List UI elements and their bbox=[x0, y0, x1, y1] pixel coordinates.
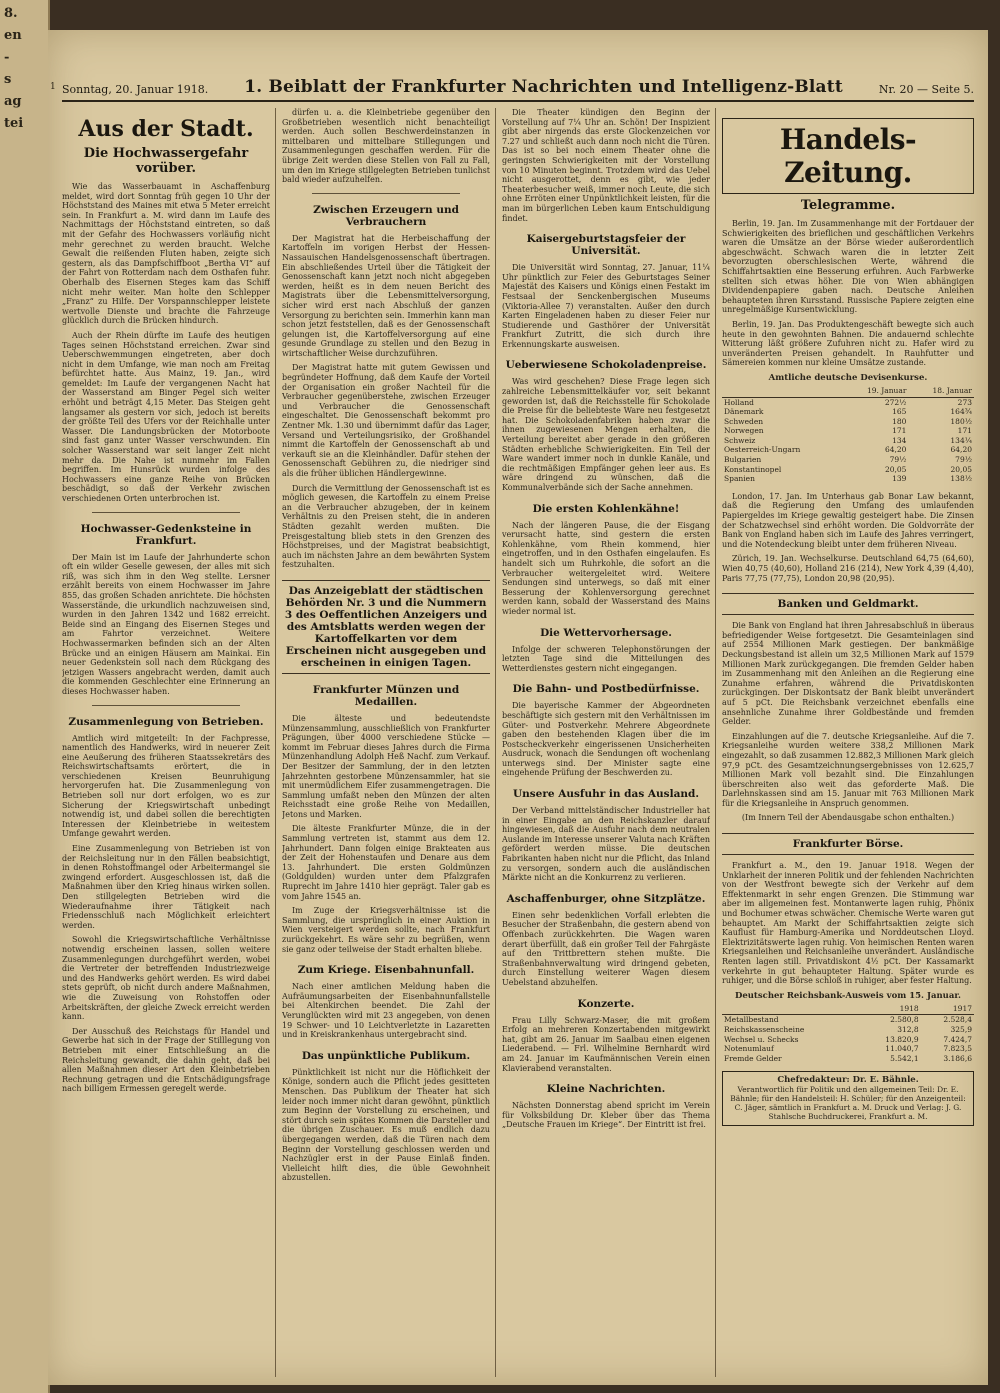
table-cell: 180 bbox=[892, 416, 907, 426]
edge-fragment: 8. bbox=[4, 6, 18, 21]
exchange-rate-table bbox=[722, 385, 974, 484]
table-cell: 2.580,8 bbox=[890, 1015, 919, 1025]
notice-box: Das Anzeigeblatt der städtischen Behörden Nr. 3 und die Nummern 3 des Oeffentlichen Anzeigers und des Amtsblatts werden wegen der Kartoffelkarten vor dem Erscheinen nicht ausgegeben und erscheinen in einigen Tagen. bbox=[282, 580, 490, 674]
table-cell: Schweden bbox=[724, 416, 764, 426]
table-row bbox=[722, 455, 974, 465]
table-row bbox=[722, 426, 974, 436]
paragraph: dürfen u. a. die Kleinbetriebe gegenüber den Großbetrieben wesentlich nicht benachteiligt werden. Auch sollen Beschwerdeinstanzen in mittelbaren und mittelbare Stillegungen und Zusammenlegungen geschaffen werden. Für die übrige Zeit werden diese Stellen von Fall zu Fall, um den im Kriege stillgelegten Betrieben tunlichst bald wieder aufzuhelfen. bbox=[282, 108, 490, 185]
table-cell: 134¼ bbox=[950, 435, 972, 445]
paragraph: Berlin, 19. Jan. Das Produktengeschäft bewegte sich auch heute in den gewohnten Bahnen. Die andauernd schlechte Witterung läßt größere Zufuhren nicht zu. Hafer wird zu unveränderten Preisen gehandelt. In Rauhfutter und Sämereien kommen nur kleine Umsätze zustande. bbox=[722, 319, 974, 368]
section-title: Handels-Zeitung. bbox=[722, 118, 974, 194]
paragraph: Zürich, 19. Jan. Wechselkurse. Deutschland 64,75 (64,60), Wien 40,75 (40,60), Holland 216 (214), New York 4,39 (4,40), Paris 77,75 (77,75), London 20,98 (20,95). bbox=[722, 554, 974, 583]
divider bbox=[312, 193, 460, 194]
article-headline: Die ersten Kohlenkähne! bbox=[532, 502, 680, 515]
subsection-title: Telegramme. bbox=[800, 198, 896, 213]
previous-page-edge bbox=[0, 0, 50, 1393]
edge-fragment: ag bbox=[4, 94, 22, 109]
table-cell: 165 bbox=[892, 407, 907, 417]
paragraph: Nächsten Donnerstag abend spricht im Verein für Volksbildung Dr. Kleber über das Thema „Deutsche Frauen im Kriege“. Der Eintritt ist frei. bbox=[502, 1101, 710, 1130]
table-cell: Oesterreich-Ungarn bbox=[724, 445, 801, 455]
article-headline: Die Bahn- und Postbedürfnisse. bbox=[512, 683, 700, 696]
table-cell: Fremde Gelder bbox=[724, 1053, 782, 1063]
masthead bbox=[62, 74, 974, 102]
paragraph: Nach einer amtlichen Meldung haben die Aufräumungsarbeiten der Eisenbahnunfallstelle bei Altenkirchen beendet. Die Zahl der Verunglückten wird mit 23 angegeben, von denen 19 Schwer- und 10 Leichtverletzte in Lazaretten und in Kreiskrankenhaus untergebracht sind. bbox=[282, 982, 490, 1040]
article-headline: Kleine Nachrichten. bbox=[546, 1083, 666, 1096]
table-cell: 7.424,7 bbox=[943, 1034, 972, 1044]
table-cell: 171 bbox=[892, 426, 907, 436]
table-row bbox=[722, 417, 974, 427]
table-row bbox=[722, 1054, 974, 1064]
table-cell: 3.186,6 bbox=[943, 1053, 972, 1063]
paragraph: Sowohl die Kriegswirtschaftliche Verhältnisse notwendig erscheinen lassen, sollen weitere Zusammenlegungen durchgeführt werden, wobei die Vertreter der betreffenden Industriezweige und des Handwerks gehört werden. Es wird dabei stets geprüft, ob nicht durch andere Maßnahmen, wie die Zuweisung von Rohstoffen oder Arbeitskräften, der gleiche Zweck erreicht werden kann. bbox=[62, 935, 270, 1022]
table-cell: 272½ bbox=[884, 397, 907, 407]
paragraph: Berlin, 19. Jan. Im Zusammenhange mit der Fortdauer der Schwierigkeiten des brieflichen und geschäftlichen Verkehrs waren die Umsätze an der Börse wieder außerordentlich abgeschwächt. Schwach waren die in letzter Zeit bevorzugten oberschlesischen Werte, während die Schiffahrtsaktien eine Besserung erfuhren. Auch Farbwerke stellten sich etwas höher. Die von Wien abhängigen Dividendenpapiere gaben nach. Deutsche Anleihen behaupteten ihren Kursstand. Russische Papiere zeigten eine unregelmäßige Kursentwicklung. bbox=[722, 219, 974, 315]
table-cell: 7.823,5 bbox=[943, 1044, 972, 1054]
imprint-text: Verantwortlich für Politik und den allgemeinen Teil: Dr. E. Bähnle; für den Handelsteil: H. Schüler; für den Anzeigenteil: C. Jäger, sämtlich in Frankfurt a. M. Druck und Verlag: J. G. Stahlsche Buchdruckerei, Frankfurt a. M. bbox=[730, 1085, 966, 1122]
column-3 bbox=[502, 108, 710, 1377]
table-row bbox=[722, 407, 974, 417]
issue-date: Sonntag, 20. Januar 1918. bbox=[62, 83, 209, 96]
table-header: 19. Januar bbox=[843, 385, 909, 397]
table-header: 18. Januar bbox=[908, 385, 974, 397]
table-header bbox=[722, 385, 843, 397]
paragraph: Die älteste und bedeutendste Münzensammlung, ausschließlich von Frankfurter Prägungen, über 4000 verschiedene Stücke — kommt im Februar dieses Jahres durch die Firma Münzenhandlung Adolph Heß Nachf. zum Verkauf. Der Besitzer der Sammlung, der in den letzten Jahrzehnten gestorbene Münzensammler, hat sie mit unermüdlichem Eifer zusammengetragen. Die Sammlung umfaßt neben den Münzen der alten Reichsstadt eine große Reihe von Medaillen, Jetons und Marken. bbox=[282, 713, 490, 819]
column-rule bbox=[275, 108, 276, 1377]
paragraph: Einzahlungen auf die 7. deutsche Kriegsanleihe. Auf die 7. Kriegsanleihe wurden weitere 338,2 Millionen Mark eingezahlt, so daß zusammen 12.882,3 Millionen Mark gleich 97,9 pCt. des Gesamtzeichnungsergebnisses von 12.625,7 Millionen Mark voll bezahlt sind. Die Einzahlungen überschreiten also weit das geforderte Maß. Die Darlehnskassen sind am 15. Januar mit 763 Millionen Mark für die Kriegsanleihe in Anspruch genommen. bbox=[722, 731, 974, 808]
divider bbox=[92, 512, 240, 513]
page-number: Nr. 20 — Seite 5. bbox=[878, 83, 974, 96]
paragraph: Eine Zusammenlegung von Betrieben ist von der Reichsleitung nur in den Fällen beabsichtigt, in denen Rohstoffmangel oder Arbeitermangel sie zwingend erfordert. Ausgeschlossen ist, daß die Maßnahmen über den Krieg hinaus wirken sollen. Den stillgelegten Betrieben wird die Wiederaufnahme ihrer Tätigkeit nach Friedensschluß nach Möglichkeit erleichtert werden. bbox=[62, 844, 270, 930]
paragraph: Der Main ist im Laufe der Jahrhunderte schon oft ein wilder Geselle gewesen, der alles mit sich riß, was sich ihm in den Weg stellte. Lersner erzählt bereits von einem Hochwasser im Jahre 855, das großen Schaden anrichtete. Die höchsten Wasserstände, die urkundlich nachzuweisen sind, wurden in den Jahren 1342 und 1682 erreicht. Beide sind an Eingang des Eisernen Steges und am Fahrtor verzeichnet. Weitere Hochwassermarken befinden sich an der Alten Brücke und an einigen Häusern am Mainkai. Ein neuer Gedenkstein soll nach dem Rückgang des jetzigen Wassers angebracht werden, damit auch die kommenden Geschlechter eine Erinnerung an dieses Hochwasser haben. bbox=[62, 552, 270, 696]
paragraph: Die Theater kündigen den Beginn der Vorstellung auf 7¼ Uhr an. Schön! Der Inspizient gibt aber nirgends das erste Glockenzeichen vor 7.27 und schließt auch dann noch nicht die Türen. Das ist so bei noch einem Theater ohne die geringsten Schwierigkeiten mit der Vorstellung von 10 Minuten beginnt. Trotzdem wird das Uebel nicht ausgerottet, denn es gibt, wie jeder Theaterbesucher weiß, immer noch Leute, die sich ohne Erröten einer Unpünktlichkeit leisten, für die man im bürgerlichen Leben kaum Entschuldigung findet. bbox=[502, 108, 710, 223]
paragraph: Der Verband mittelständischer Industrieller hat in einer Eingabe an den Reichskanzler darauf hingewiesen, daß die Ausfuhr nach dem neutralen Auslande im Interesse unserer Valuta nach Kräften gefördert werden müsse. Die deutschen Fabrikanten haben nicht nur die Pflicht, das Inland zu versorgen, sondern auch die ausländischen Märkte nicht an die Konkurrenz zu verlieren. bbox=[502, 806, 710, 883]
paragraph: Die älteste Frankfurter Münze, die in der Sammlung vertreten ist, stammt aus dem 12. Jahrhundert. Dann folgen einige Brakteaten aus der Zeit der Hohenstaufen und Denare aus dem 13. Jahrhundert. Die ersten Goldmünzen (Goldgulden) wurden unter dem Pfalzgrafen Ruprecht im Jahre 1410 hier geprägt. Taler gab es vom Jahre 1545 an. bbox=[282, 824, 490, 901]
column-rule bbox=[715, 108, 716, 1377]
paper-title: 1. Beiblatt der Frankfurter Nachrichten und Intelligenz-Blatt bbox=[244, 77, 843, 97]
article-headline: Aschaffenburger, ohne Sitzplätze. bbox=[506, 892, 706, 905]
article-headline: Ueberwiesene Schokoladenpreise. bbox=[505, 359, 707, 372]
paragraph: Durch die Vermittlung der Genossenschaft ist es möglich gewesen, die Kartoffeln zu einem Preise an die Verbraucher abzugeben, der in keinem Verhältnis zu den Preisen steht, die in anderen Städten gezahlt werden mußten. Die Preisgestaltung blieb stets in den Grenzen des Höchstpreises, und der Magistrat beabsichtigt, auch im nächsten Jahre an dem bewährten System festzuhalten. bbox=[282, 483, 490, 570]
editorial-note: (Im Innern Teil der Abendausgabe schon enthalten.) bbox=[741, 813, 955, 823]
article-headline: Die Hochwassergefahr vorüber. bbox=[83, 146, 249, 176]
article-headline: Zusammenlegung von Betrieben. bbox=[68, 715, 264, 728]
editor-in-chief: Chefredakteur: Dr. E. Bähnle. bbox=[777, 1075, 919, 1086]
table-row bbox=[722, 397, 974, 407]
table-cell: 20,05 bbox=[950, 464, 972, 474]
table-row bbox=[722, 445, 974, 455]
table-title: Deutscher Reichsbank-Ausweis vom 15. Januar. bbox=[734, 990, 962, 1001]
column-2 bbox=[282, 108, 490, 1377]
table-row bbox=[722, 474, 974, 484]
paragraph: Die bayerische Kammer der Abgeordneten beschäftigte sich gestern mit den Verhältnissen im Güter- und Postverkehr. Mehrere Abgeordnete gaben den bestehenden Klagen über die im Postscheckverkehr eingerissenen Unsicherheiten Ausdruck, wonach die Sendungen oft wochenlang unterwegs sind. Der Minister sagte eine eingehende Prüfung der Beschwerden zu. bbox=[502, 701, 710, 778]
table-cell: Wechsel u. Schecks bbox=[724, 1034, 799, 1044]
table-cell: 138½ bbox=[950, 474, 972, 484]
section-title: Aus der Stadt. bbox=[78, 116, 254, 142]
margin-mark: 1 bbox=[50, 82, 56, 92]
table-cell: 64,20 bbox=[950, 445, 972, 455]
table-row bbox=[722, 465, 974, 475]
table-cell: Spanien bbox=[724, 474, 755, 484]
edge-fragment: s bbox=[4, 72, 12, 87]
paragraph: Nach der längeren Pause, die der Eisgang verursacht hatte, sind gestern die ersten Kohlenkähne, vom Rhein kommend, hier eingetroffen, und in den Osthafen eingelaufen. Es handelt sich um Ruhrkohle, die sofort an die Verbraucher weitergeleitet wird. Weitere Sendungen sind unterwegs, so daß mit einer Besserung der Kohlenversorgung gerechnet werden kann, sobald der Wasserstand des Mains wieder normal ist. bbox=[502, 520, 710, 616]
table-row bbox=[722, 1015, 974, 1025]
paragraph: Im Zuge der Kriegsverhältnisse ist die Sammlung, die ursprünglich in einer Auktion in Wien versteigert werden sollte, nach Frankfurt zurückgekehrt. Es wäre sehr zu begrüßen, wenn sie ganz oder teilweise der Stadt erhalten bliebe. bbox=[282, 906, 490, 954]
table-cell: 20,05 bbox=[884, 464, 907, 474]
article-headline: Die Wettervorhersage. bbox=[540, 626, 672, 639]
article-headline: Zwischen Erzeugern und Verbrauchern bbox=[313, 203, 459, 228]
table-cell: 139 bbox=[892, 474, 907, 484]
table-cell: 79½ bbox=[955, 455, 972, 465]
paragraph: Was wird geschehen? Diese Frage legen sich zahlreiche Lebensmittelkäufer vor, seit bekannt geworden ist, daß die Reichsstelle für Schokolade die Preise für die beliebteste Ware neu festgesetzt hat. Die Schokoladenfabriken haben zwar die ihnen zugewiesenen Mengen erhalten, die Verteilung bereitet aber gerade in den größeren Städten erhebliche Schwierigkeiten. Ein Teil der Ware wandert immer noch in dunkle Kanäle, und die rechtmäßigen Empfänger gehen leer aus. Es wäre dringend zu wünschen, daß die Kommunalverbände sich der Sache annehmen. bbox=[502, 377, 710, 492]
paragraph: Der Magistrat hat die Herbeischaffung der Kartoffeln im vorigen Herbst der Hessen-Nassauischen Handelsgenossenschaft übertragen. Ein abschließendes Urteil über die Tätigkeit der Genossenschaft kann jetzt noch nicht abgegeben werden, heißt es in dem neuen Bericht des Magistrats über die Lebensmittelversorgung, sicher wird erst nach Abschluß der ganzen Versorgung zu berichten sein. Immerhin kann man schon jetzt feststellen, daß es der Genossenschaft gelungen ist, die Kartoffelversorgung auf eine gesunde Grundlage zu stellen und den Bezug in wirtschaftlicher Weise durchzuführen. bbox=[282, 233, 490, 358]
table-cell: Konstantinopel bbox=[724, 464, 782, 474]
paragraph: Auch der Rhein dürfte im Laufe des heutigen Tages seinen Höchststand erreichen. Zwar sind Ueberschwemmungen eingetreten, aber doch nicht in dem Umfange, wie man noch am Freitag befürchtet hatte. Aus Mainz, 19. Jan., wird gemeldet: Im Laufe der vergangenen Nacht hat der Wasserstand am Binger Pegel sich weiter erhöht und beträgt 4,15 Meter. Das Steigen geht langsamer als gestern vor sich, jedoch ist bereits der größte Teil des Ufers vor der Reichhalle unter Wasser. Die Landungsbrücken der Motorboote sind fast ganz unter Wasser verschwunden. Ein solcher Wasserstand war seit langer Zeit nicht mehr da. Die Nahe ist nunmehr im Fallen begriffen. Im Hunsrück wurden infolge des Hochwassers eine ganze Reihe von Brücken beschädigt, so daß der Verkehr zwischen verschiedenen Orten unterbrochen ist. bbox=[62, 330, 270, 503]
paragraph: Die Universität wird Sonntag, 27. Januar, 11¼ Uhr pünktlich zur Feier des Geburtstages Seiner Majestät des Kaisers und Königs einen Festakt im Festsaal der Senckenbergischen Museums (Viktoria-Allee 7) veranstalten. Außer den durch Karten Eingeladenen haben zu dieser Feier nur Studierende und Gasthörer der Universität Frankfurt Zutritt, die sich durch ihre Erkennungskarte ausweisen. bbox=[502, 263, 710, 349]
article-headline: Das unpünktliche Publikum. bbox=[301, 1049, 471, 1062]
column-rule bbox=[495, 108, 496, 1377]
table-cell: 180½ bbox=[950, 416, 972, 426]
table-cell: Norwegen bbox=[724, 426, 764, 436]
article-headline: Frankfurter Münzen und Medaillen. bbox=[312, 683, 460, 708]
table-row bbox=[722, 1035, 974, 1045]
table-cell: 134 bbox=[892, 435, 907, 445]
paragraph: Frau Lilly Schwarz-Maser, die mit großem Erfolg an mehreren Konzertabenden mitgewirkt hat, gibt am 26. Januar im Saalbau einen eigenen Liederabend. — Frl. Wilhelmine Bernhardt wird am 24. Januar im Kaufmännischen Verein einen Klavierabend veranstalten. bbox=[502, 1015, 710, 1073]
paragraph: Der Magistrat hatte mit gutem Gewissen und begründeter Hoffnung, daß dem Kaufe der Vorteil der Organisation ein großer Nachteil für die Verbraucher gegenüberstehe, zwischen Erzeuger und Verbraucher die Genossenschaft eingeschaltet. Die Genossenschaft bekommt pro Zentner Mk. 1.30 und übernimmt dafür das Lager, Versand und Verteilungsrisiko, der Großhandel nimmt die Kartoffeln der Genossenschaft ab und verkauft sie an die Kleinhändler. Dafür stehen der Genossenschaft Gebühren zu, die niedriger sind als die früher üblichen Händlergewinne. bbox=[282, 363, 490, 478]
article-headline: Konzerte. bbox=[577, 997, 635, 1010]
edge-fragment: - bbox=[4, 50, 10, 65]
table-cell: Metallbestand bbox=[724, 1015, 779, 1025]
paragraph: Einen sehr bedenklichen Vorfall erlebten die Besucher der Straßenbahn, die gestern abend von Offenbach zurückkehrten. Die Wagen waren derart überfüllt, daß ein großer Teil der Fahrgäste auf den Trittbrettern stehen mußte. Die Straßenbahnverwaltung wird dringend gebeten, durch Einstellung weiterer Wagen diesem Uebelstand abzuhelfen. bbox=[502, 910, 710, 987]
article-headline: Hochwasser-Gedenksteine in Frankfurt. bbox=[80, 522, 252, 547]
reichsbank-table bbox=[722, 1003, 974, 1064]
article-headline: Zum Kriege. Eisenbahnunfall. bbox=[297, 964, 475, 977]
table-cell: 79½ bbox=[889, 455, 907, 465]
article-headline: Frankfurter Börse. bbox=[722, 833, 974, 855]
table-cell: 171 bbox=[957, 426, 972, 436]
article-headline: Banken und Geldmarkt. bbox=[722, 593, 974, 615]
table-cell: Notenumlauf bbox=[724, 1044, 774, 1054]
table-row bbox=[722, 1044, 974, 1054]
table-row bbox=[722, 436, 974, 446]
paragraph: Der Ausschuß des Reichstags für Handel und Gewerbe hat sich in der Frage der Stilllegung von Betrieben mit einer Entschließung an die Reichsleitung gewandt, die dahin geht, daß bei allen Maßnahmen dieser Art den Kleinbetrieben Rechnung getragen und die Entschädigungsfrage nach billigem Ermessen geregelt werde. bbox=[62, 1026, 270, 1094]
table-cell: 64,20 bbox=[884, 445, 907, 455]
edge-fragment: tei bbox=[4, 116, 24, 131]
table-row bbox=[722, 1025, 974, 1035]
paragraph: London, 17. Jan. Im Unterhaus gab Bonar Law bekannt, daß die Regierung den Umfang des umlaufenden Papiergeldes im Kriege gewaltig gesteigert habe. Die Zinsen der Schatzwechsel sind erhöht worden. Die Goldvorräte der Bank von England haben sich im Laufe des Jahres verringert, und die Notendeckung bleibt unter dem früheren Niveau. bbox=[722, 491, 974, 549]
column-1 bbox=[62, 108, 270, 1377]
table-cell: Holland bbox=[724, 397, 754, 407]
table-header bbox=[722, 1003, 860, 1015]
table-cell: 11.040,7 bbox=[885, 1044, 919, 1054]
paragraph: Die Bank von England hat ihren Jahresabschluß in überaus befriedigender Weise fortgesetzt. Die Gesamteinlagen sind auf 2554 Millionen Mark gestiegen. Der bankmäßige Deckungsbestand ist allein um 32,5 Millionen Mark auf 1579 Millionen Mark zurückgegangen. Die fremden Gelder haben im Zusammenhang mit den Anleihen an die Regierung eine Zunahme erfahren, während die Privatdiskonten zurückgingen. Der Diskontsatz der Bank bleibt unverändert auf 5 pCt. Die Reichsbank verzeichnet ebenfalls eine ansehnliche Zunahme ihrer Goldbestände und fremden Gelder. bbox=[722, 621, 974, 727]
table-cell: Bulgarien bbox=[724, 455, 762, 465]
table-cell: Schweiz bbox=[724, 435, 756, 445]
edge-fragment: en bbox=[4, 28, 22, 43]
table-cell: 5.542,1 bbox=[890, 1053, 919, 1063]
imprint-box bbox=[722, 1071, 974, 1126]
paragraph: Wie das Wasserbauamt in Aschaffenburg meldet, wird dort Sonntag früh gegen 10 Uhr der Höchststand des Maines mit etwa 5 Meter erreicht sein. In Frankfurt a. M. wird dann im Laufe des Nachmittags der Höchststand eintreten, so daß mit der Gefahr des Hochwassers vorläufig nicht mehr gerechnet zu werden braucht. Welche Gewalt die reißenden Fluten haben, zeigte sich gestern, als das Dampfschiffboot „Bertha VI“ auf der Fahrt von Rotterdam nach dem Osthafen fuhr. Oberhalb des Eisernen Steges kam das Schiff nicht mehr weiter. Man holte den Schlepper „Franz“ zu Hilfe. Der Vorspannschlepper leistete wertvolle Dienste und brachte die Fahrzeuge glücklich durch die Brücken hindurch. bbox=[62, 182, 270, 326]
table-header: 1917 bbox=[921, 1003, 974, 1015]
table-cell: 312,8 bbox=[897, 1024, 919, 1034]
newspaper-page bbox=[48, 30, 988, 1385]
table-cell: 2.528,4 bbox=[943, 1015, 972, 1025]
table-title: Amtliche deutsche Devisenkurse. bbox=[768, 372, 928, 383]
table-cell: 273 bbox=[957, 397, 972, 407]
table-header: 1918 bbox=[860, 1003, 921, 1015]
paragraph: Infolge der schweren Telephonstörungen der letzten Tage sind die Mitteilungen des Wetterdienstes gestern nicht eingegangen. bbox=[502, 644, 710, 673]
table-cell: 13.820,9 bbox=[885, 1034, 919, 1044]
table-cell: 325,9 bbox=[950, 1024, 972, 1034]
paragraph: Amtlich wird mitgeteilt: In der Fachpresse, namentlich des Handwerks, wird in neuerer Zeit eine Aeußerung des früheren Staatssekretärs des Reichswirtschaftsamts erörtert, die in verschiedenen Kreisen Beunruhigung hervorgerufen hat. Die Zusammenlegung von Betrieben soll nur dort erfolgen, wo es zur Sicherung der Kriegswirtschaft unbedingt notwendig ist, und dabei sollen die berechtigten Interessen der Kleinbetriebe in weitestem Umfange gewahrt werden. bbox=[62, 733, 270, 839]
paragraph: Pünktlichkeit ist nicht nur die Höflichkeit der Könige, sondern auch die Pflicht jedes gesitteten Menschen. Das Publikum der Theater hat sich leider noch immer nicht daran gewöhnt, pünktlich zum Beginn der Vorstellung zu erscheinen, und stört durch sein spätes Kommen die Darsteller und die übrigen Zuschauer. Es muß endlich dazu übergegangen werden, daß die Türen nach dem Beginn der Vorstellung geschlossen werden und Nachzügler erst in der Pause Einlaß finden. Vielleicht hilft dies, die üble Gewohnheit abzustellen. bbox=[282, 1067, 490, 1183]
article-headline: Unsere Ausfuhr in das Ausland. bbox=[512, 788, 700, 801]
table-cell: Reichskassenscheine bbox=[724, 1024, 805, 1034]
table-cell: Dänemark bbox=[724, 407, 764, 417]
table-cell: 164¾ bbox=[950, 407, 972, 417]
divider bbox=[92, 705, 240, 706]
column-4-business bbox=[722, 108, 974, 1377]
article-headline: Kaisergeburtstagsfeier der Universität. bbox=[526, 233, 686, 258]
paragraph: Frankfurt a. M., den 19. Januar 1918. Wegen der Unklarheit der inneren Politik und der fehlenden Nachrichten von der Westfront bewegte sich der Verkehr auf dem Effektenmarkt in sehr engen Grenzen. Die Stimmung war aber im allgemeinen fest. Montanwerte lagen ruhig, Phönix und Bochumer etwas schwächer. Chemische Werte waren gut behauptet. Am Markt der Schiffahrtsaktien zeigte sich Kauflust für Hamburg-Amerika und Norddeutschen Lloyd. Elektrizitätswerte lagen ruhig. Von heimischen Renten waren Kriegsanleihen und Reichsanleihe unverändert. Ausländische Renten lagen still. Privatdiskont 4½ pCt. Der Kassamarkt verkehrte in gut behaupteter Haltung. Später wurde es ruhiger, und die Börse schloß in ruhiger, aber fester Haltung. bbox=[722, 861, 974, 986]
